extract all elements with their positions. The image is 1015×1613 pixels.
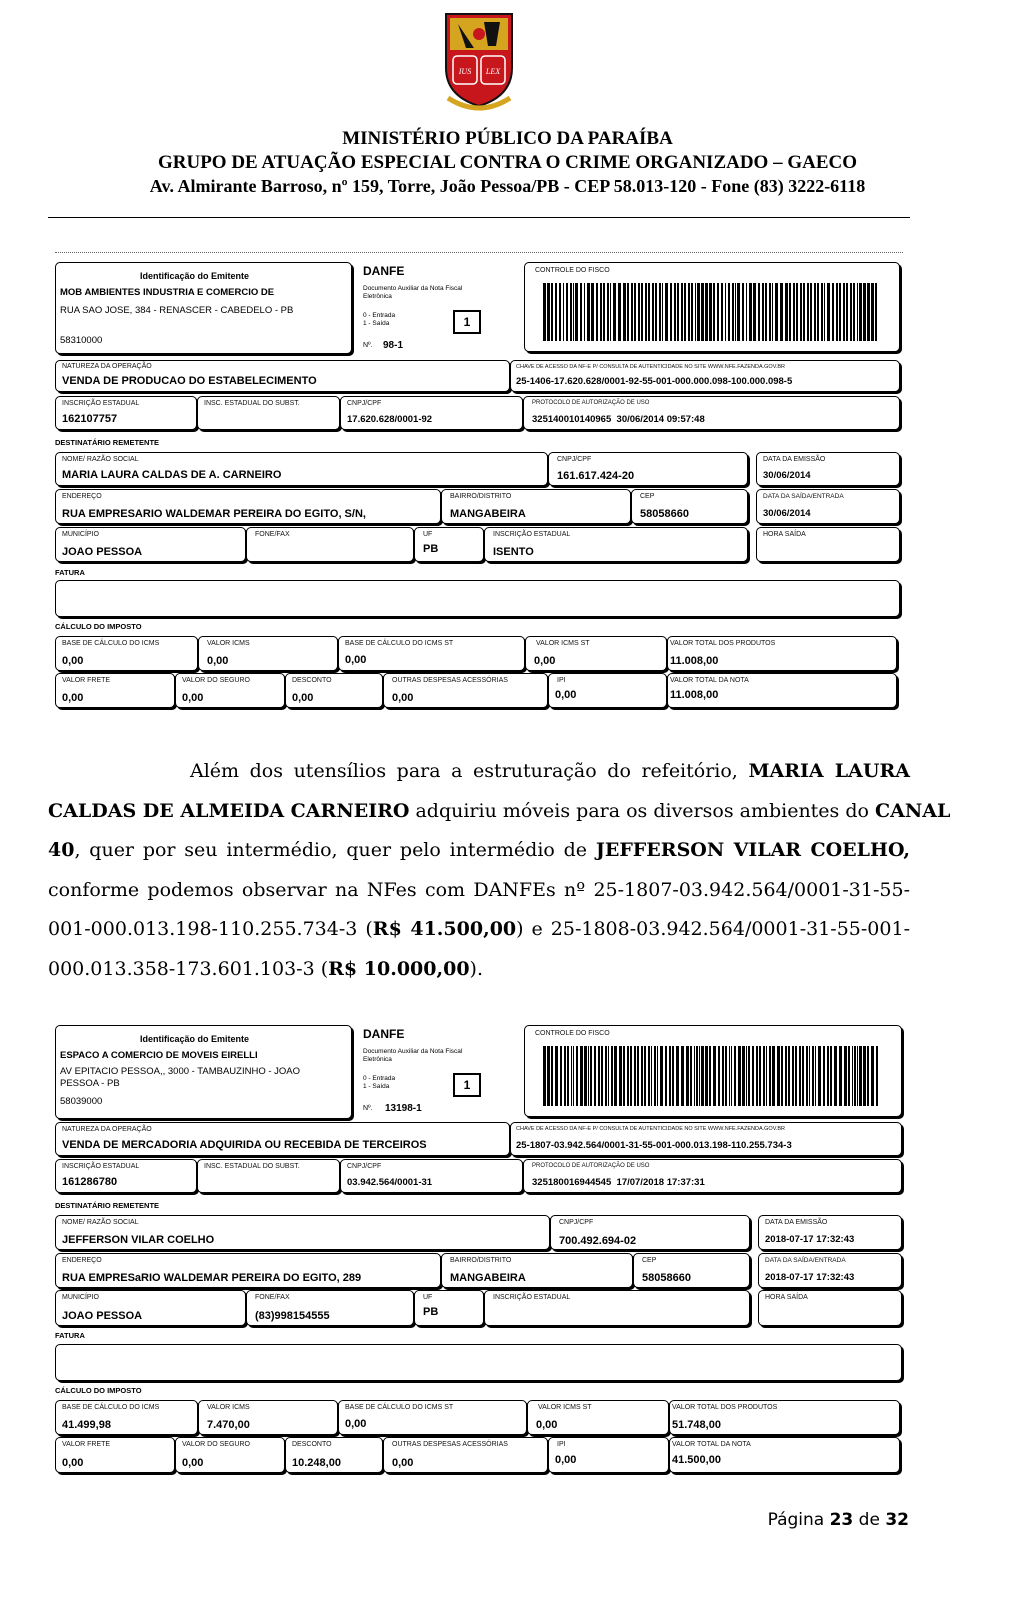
base-icms-value: 41.499,98 [62, 1419, 111, 1431]
chave-box [510, 1122, 902, 1156]
destinatario-label: DESTINATÁRIO REMETENTE [55, 438, 160, 447]
insc-est-value: 161286780 [62, 1176, 118, 1188]
tipo-box: 1 [453, 1073, 481, 1097]
bairro-value: MANGABEIRA [450, 508, 526, 520]
barcode-bar [854, 1046, 856, 1106]
protocolo-label: PROTOCOLO DE AUTORIZAÇÃO DE USO [532, 400, 650, 406]
barcode-bar [731, 1046, 732, 1106]
barcode-bar [614, 1046, 617, 1106]
frete-label: VALOR FRETE [62, 677, 111, 684]
hora-saida-box [758, 1290, 902, 1326]
outras-value: 0,00 [392, 1457, 414, 1469]
barcode-bar [686, 1046, 689, 1106]
danfe-subtitle-1: Documento Auxiliar da Nota Fiscal [363, 1048, 463, 1055]
insc-est-dest-value: ISENTO [493, 546, 534, 558]
barcode-bar [830, 1046, 832, 1106]
barcode-bar [839, 1046, 842, 1106]
valor-icms-st-label: VALOR ICMS ST [536, 640, 590, 647]
fone-value: (83)998154555 [255, 1310, 330, 1322]
barcode-bar [641, 1046, 643, 1106]
cep-box [633, 1253, 750, 1288]
entrada-label: 0 - Entrada [363, 312, 396, 319]
desconto-value: 10.248,00 [292, 1457, 341, 1469]
frete-value: 0,00 [62, 1457, 84, 1469]
protocolo-value: 325140010140965 30/06/2014 09:57:48 [532, 414, 705, 425]
insc-subst-box [197, 1159, 340, 1193]
total-produtos-label: VALOR TOTAL DOS PRODUTOS [670, 640, 776, 647]
barcode-bar [660, 1046, 663, 1106]
endereco-value: RUA EMPRESARIO WALDEMAR PEREIRA DO EGITO, S/N, [62, 508, 366, 520]
endereco-label: ENDEREÇO [62, 1257, 102, 1264]
fone-label: FONE/FAX [255, 1294, 290, 1301]
dest-cnpj-box [550, 1215, 750, 1250]
barcode-bar [551, 1046, 553, 1106]
barcode-bar [573, 1046, 574, 1106]
cnpj-label: CNPJ/CPF [347, 1163, 382, 1170]
barcode-bar [742, 1046, 745, 1106]
municipio-label: MUNICÍPIO [62, 1294, 99, 1301]
insc-est-dest-box [484, 1290, 750, 1326]
seguro-value: 0,00 [182, 1457, 204, 1469]
insc-est-label: INSCRIÇÃO ESTADUAL [62, 400, 140, 407]
endereco-value: RUA EMPRESaRIO WALDEMAR PEREIRA DO EGITO, 289 [62, 1272, 362, 1284]
barcode-bar [713, 1046, 716, 1106]
desconto-value: 0,00 [292, 692, 314, 704]
valor-icms-label: VALOR ICMS [207, 1404, 250, 1411]
data-emissao-label: DATA DA EMISSÃO [763, 456, 826, 463]
barcode-bar [812, 1046, 814, 1106]
valor-icms-st-box [527, 1400, 669, 1435]
barcode-bar [669, 1046, 671, 1106]
chave-value: 25-1406-17.620.628/0001-92-55-001-000.000.098-100.000.098-5 [516, 376, 793, 387]
base-icms-value: 0,00 [62, 655, 84, 667]
chave-label: CHAVE DE ACESSO DA NF-E P/ CONSULTA DE AUTENTICIDADE NO SITE WWW.NFE.FAZENDA.GOV.BR [516, 1126, 786, 1132]
total-produtos-value: 11.008,00 [670, 655, 719, 667]
endereco-box [55, 1253, 441, 1288]
uf-label: UF [423, 531, 433, 538]
barcode-bar [827, 1046, 829, 1106]
uf-label: UF [423, 1294, 433, 1301]
controle-fisco-box [524, 1025, 902, 1117]
valor-icms-value: 7.470,00 [207, 1419, 250, 1431]
saida-label: 1 - Saída [363, 1083, 390, 1090]
desconto-label: DESCONTO [292, 1441, 332, 1448]
seal-text-lex: LEX [485, 67, 501, 76]
endereco-label: ENDEREÇO [62, 493, 102, 500]
total-produtos-value: 51.748,00 [672, 1419, 721, 1431]
emitente-cep: 58039000 [60, 1096, 103, 1107]
frete-box [55, 1437, 175, 1473]
danfe-subtitle-2: Eletrônica [363, 1056, 392, 1063]
base-icms-box [55, 1400, 198, 1435]
numero-label: Nº. [363, 1105, 373, 1112]
emitente-cep: 58310000 [60, 335, 103, 346]
emitente-name: ESPACO A COMERCIO DE MOVEIS EIRELLI [60, 1050, 258, 1061]
insc-est-dest-label: INSCRIÇÃO ESTADUAL [493, 1294, 571, 1301]
valor-icms-box [198, 1400, 338, 1435]
total-nota-label: VALOR TOTAL DA NOTA [672, 1441, 751, 1448]
barcode-bar [792, 1046, 794, 1106]
insc-est-box [55, 1159, 197, 1193]
barcode-bar [785, 1046, 787, 1106]
barcode-bar [788, 1046, 790, 1106]
barcode-bar [594, 1046, 596, 1106]
cnpj-value: 17.620.628/0001-92 [347, 414, 433, 425]
data-saida-value: 30/06/2014 [763, 508, 811, 519]
barcode-bar [567, 1046, 569, 1106]
header-line-1: MINISTÉRIO PÚBLICO DA PARAÍBA [342, 128, 673, 149]
data-emissao-label: DATA DA EMISSÃO [765, 1219, 828, 1226]
barcode-bar [834, 1046, 837, 1106]
cep-value: 58058660 [642, 1272, 691, 1284]
outras-value: 0,00 [392, 692, 414, 704]
paragraph-line-5: 001-000.013.198-110.255.734-3 (R$ 41.500,00) e 25-1808-03.942.564/0001-31-55-001- [48, 918, 910, 940]
base-icms-st-label: BASE DE CÁLCULO DO ICMS ST [345, 640, 454, 647]
uf-box [414, 1290, 484, 1326]
barcode-bar [657, 1046, 658, 1106]
barcode-bar [848, 1046, 850, 1106]
barcode-bar [601, 1046, 603, 1106]
barcode-bar [676, 1046, 679, 1106]
valor-icms-label: VALOR ICMS [207, 640, 250, 647]
fone-label: FONE/FAX [255, 531, 290, 538]
barcode-bar [722, 1046, 724, 1106]
barcode-bar [654, 1046, 656, 1106]
barcode-bar [644, 1046, 646, 1106]
seguro-box [175, 1437, 285, 1473]
valor-icms-st-value: 0,00 [536, 1419, 558, 1431]
barcode-bar [699, 1046, 700, 1106]
valor-icms-st-value: 0,00 [534, 655, 556, 667]
uf-value: PB [423, 543, 439, 555]
fone-box [246, 1290, 414, 1326]
data-saida-box [758, 1253, 902, 1288]
desconto-box [285, 1437, 383, 1473]
barcode-bar [852, 1046, 853, 1106]
outras-label: OUTRAS DESPESAS ACESSÓRIAS [392, 1441, 508, 1448]
fatura-label: FATURA [55, 1331, 85, 1340]
controle-fisco-label: CONTROLE DO FISCO [535, 267, 610, 274]
header-line-3: Av. Almirante Barroso, nº 159, Torre, João Pessoa/PB - CEP 58.013-120 - Fone (83) 3222-6118 [149, 176, 866, 196]
base-icms-st-value: 0,00 [345, 1418, 367, 1430]
barcode-bar [818, 1046, 821, 1106]
seguro-value: 0,00 [182, 692, 204, 704]
barcode-bar [799, 1046, 801, 1106]
barcode [543, 1046, 881, 1106]
barcode-bar [769, 1046, 771, 1106]
numero-value: 13198-1 [385, 1103, 422, 1114]
danfe-title: DANFE [363, 264, 405, 278]
barcode-bar [598, 1046, 600, 1106]
ipi-value: 0,00 [555, 689, 577, 701]
data-saida-label: DATA DA SAÍDA/ENTRADA [765, 1257, 846, 1264]
barcode-bar [781, 1046, 783, 1106]
insc-est-dest-label: INSCRIÇÃO ESTADUAL [493, 531, 571, 538]
paragraph-line-1: Além dos utensílios para a estruturação do refeitório, MARIA LAURA [190, 760, 910, 782]
danfe-subtitle-1: Documento Auxiliar da Nota Fiscal [363, 285, 463, 292]
barcode-bar [588, 1046, 589, 1106]
barcode-bar [857, 1046, 858, 1106]
barcode-bar [696, 1046, 698, 1106]
hora-saida-label: HORA SAÍDA [765, 1294, 808, 1301]
desconto-label: DESCONTO [292, 677, 332, 684]
barcode-bar [777, 1046, 780, 1106]
base-icms-st-value: 0,00 [345, 654, 367, 666]
valor-icms-st-label: VALOR ICMS ST [538, 1404, 592, 1411]
barcode-bar [690, 1046, 692, 1106]
barcode-bar [823, 1046, 825, 1106]
chave-label: CHAVE DE ACESSO DA NF-E P/ CONSULTA DE AUTENTICIDADE NO SITE WWW.NFE.FAZENDA.GOV.BR [516, 364, 786, 370]
danfe-subtitle-2: Eletrônica [363, 293, 392, 300]
barcode-bar [759, 1046, 761, 1106]
barcode-bar [748, 1046, 750, 1106]
fatura-label: FATURA [55, 568, 85, 577]
barcode-bar [648, 1046, 650, 1106]
municipio-label: MUNICÍPIO [62, 531, 99, 538]
dest-nome-box [55, 1215, 550, 1250]
danfe-title-block [363, 1027, 513, 1119]
barcode-bar [580, 1046, 583, 1106]
barcode-bar [701, 1046, 704, 1106]
barcode-bar [619, 1046, 622, 1106]
outras-label: OUTRAS DESPESAS ACESSÓRIAS [392, 677, 508, 684]
data-saida-label: DATA DA SAÍDA/ENTRADA [763, 493, 844, 500]
calculo-label: CÁLCULO DO IMPOSTO [55, 1386, 142, 1395]
paragraph-line-4: conforme podemos observar na NFes com DANFEs nº 25-1807-03.942.564/0001-31-55- [48, 878, 910, 901]
barcode-bar [547, 1046, 550, 1106]
barcode-bar [763, 1046, 765, 1106]
seal-text-ius: IUS [458, 67, 472, 76]
barcode-bar [584, 1046, 587, 1106]
valor-icms-value: 0,00 [207, 655, 229, 667]
barcode-bar [863, 1046, 866, 1106]
barcode-bar [738, 1046, 741, 1106]
barcode-bar [665, 1046, 667, 1106]
barcode-bar [871, 1046, 874, 1106]
barcode-bar [725, 1046, 727, 1106]
barcode-bar [809, 1046, 810, 1106]
barcode-bar [867, 1046, 869, 1106]
barcode-bar [718, 1046, 720, 1106]
barcode-bar [752, 1046, 754, 1106]
bairro-box [441, 1253, 633, 1288]
dest-nome-value: JEFFERSON VILAR COELHO [62, 1234, 215, 1246]
natureza-box [55, 1122, 510, 1156]
barcode-bar [806, 1046, 808, 1106]
total-produtos-box [669, 1400, 900, 1435]
natureza-value: VENDA DE PRODUCAO DO ESTABELECIMENTO [62, 375, 317, 387]
chave-value: 25-1807-03.942.564/0001-31-55-001-000.013.198-110.255.734-3 [516, 1140, 792, 1151]
barcode-bar [734, 1046, 736, 1106]
municipio-box [55, 1290, 246, 1326]
emitente-title: Identificação do Emitente [140, 1034, 250, 1044]
cep-label: CEP [642, 1257, 657, 1264]
dest-nome-label: NOME/ RAZÃO SOCIAL [62, 1219, 139, 1226]
emitente-address-1: AV EPITACIO PESSOA,, 3000 - TAMBAUZINHO - JOAO [60, 1066, 301, 1077]
barcode-bar [576, 1046, 578, 1106]
insc-est-label: INSCRIÇÃO ESTADUAL [62, 1163, 140, 1170]
bairro-value: MANGABEIRA [450, 1272, 526, 1284]
barcode-bar [802, 1046, 804, 1106]
total-nota-value: 41.500,00 [672, 1454, 721, 1466]
dest-nome-value: MARIA LAURA CALDAS DE A. CARNEIRO [62, 469, 282, 481]
controle-fisco-label: CONTROLE DO FISCO [535, 1030, 610, 1037]
outras-box [383, 1437, 548, 1473]
protocolo-box [523, 1159, 902, 1193]
data-saida-value: 2018-07-17 17:32:43 [765, 1272, 855, 1283]
base-icms-label: BASE DE CÁLCULO DO ICMS [62, 640, 160, 647]
hora-saida-label: HORA SAÍDA [763, 531, 806, 538]
ipi-label: IPI [557, 677, 566, 684]
cnpj-label: CNPJ/CPF [347, 400, 382, 407]
barcode-bar [630, 1046, 632, 1106]
paragraph-line-3: 40, quer por seu intermédio, quer pelo intermédio de JEFFERSON VILAR COELHO, [48, 839, 910, 861]
barcode-bar [571, 1046, 572, 1106]
ipi-value: 0,00 [555, 1454, 577, 1466]
insc-subst-label: INSC. ESTADUAL DO SUBST. [204, 400, 300, 407]
calculo-label: CÁLCULO DO IMPOSTO [55, 622, 142, 631]
barcode-bar [605, 1046, 607, 1106]
emitente-name: MOB AMBIENTES INDUSTRIA E COMERCIO DE [60, 287, 275, 298]
barcode-bar [637, 1046, 639, 1106]
barcode-bar [672, 1046, 674, 1106]
paragraph-line-6: 000.013.358-173.601.103-3 (R$ 10.000,00). [48, 957, 483, 980]
header-line-2: GRUPO DE ATUAÇÃO ESPECIAL CONTRA O CRIME ORGANIZADO – GAECO [157, 152, 858, 173]
numero-value: 98-1 [383, 340, 404, 351]
barcode-bar [729, 1046, 730, 1106]
numero-label: Nº. [363, 342, 373, 349]
destinatario-label: DESTINATÁRIO REMETENTE [55, 1201, 160, 1210]
frete-label: VALOR FRETE [62, 1441, 111, 1448]
barcode-bar [694, 1046, 695, 1106]
page-number: Página 23 de 32 [767, 1510, 909, 1530]
barcode-bar [555, 1046, 558, 1106]
bairro-label: BAIRRO/DISTRITO [450, 1257, 512, 1264]
barcode-bar [772, 1046, 775, 1106]
ipi-label: IPI [557, 1441, 566, 1448]
total-nota-value: 11.008,00 [670, 689, 719, 701]
protocolo-label: PROTOCOLO DE AUTORIZAÇÃO DE USO [532, 1163, 650, 1169]
municipio-value: JOAO PESSOA [62, 546, 143, 558]
seguro-label: VALOR DO SEGURO [182, 1441, 250, 1448]
total-produtos-label: VALOR TOTAL DOS PRODUTOS [672, 1404, 778, 1411]
ipi-box [548, 1437, 669, 1473]
barcode-bar [543, 1046, 546, 1106]
barcode-bar [681, 1046, 684, 1106]
total-nota-box [669, 1437, 900, 1473]
barcode-bar [590, 1046, 592, 1106]
insc-est-value: 162107757 [62, 413, 118, 425]
base-icms-st-label: BASE DE CÁLCULO DO ICMS ST [345, 1404, 454, 1411]
dest-cnpj-label: CNPJ/CPF [557, 456, 592, 463]
entrada-label: 0 - Entrada [363, 1075, 396, 1082]
uf-value: PB [423, 1306, 439, 1318]
barcode-bar [766, 1046, 767, 1106]
total-nota-label: VALOR TOTAL DA NOTA [670, 677, 749, 684]
seguro-label: VALOR DO SEGURO [182, 677, 250, 684]
frete-value: 0,00 [62, 692, 84, 704]
barcode-bar [611, 1046, 613, 1106]
barcode-bar [746, 1046, 747, 1106]
emitente-box [55, 1025, 352, 1119]
emitente-address: RUA SAO JOSE, 384 - RENASCER - CABEDELO - PB [60, 305, 294, 316]
cep-value: 58058660 [640, 508, 689, 520]
barcode-bar [634, 1046, 636, 1106]
emitente-address-2: PESSOA - PB [60, 1078, 120, 1089]
insc-subst-label: INSC. ESTADUAL DO SUBST. [204, 1163, 300, 1170]
cep-label: CEP [640, 493, 655, 500]
barcode-bar [564, 1046, 566, 1106]
danfe-title: DANFE [363, 1027, 405, 1041]
barcode-bar [623, 1046, 625, 1106]
data-emissao-value: 2018-07-17 17:32:43 [765, 1234, 855, 1245]
natureza-label: NATUREZA DA OPERAÇÃO [62, 1126, 152, 1133]
barcode-bar [560, 1046, 562, 1106]
base-icms-label: BASE DE CÁLCULO DO ICMS [62, 1404, 160, 1411]
paragraph-line-2: CALDAS DE ALMEIDA CARNEIRO adquiriu móveis para os diversos ambientes do CANAL [48, 799, 951, 822]
fatura-box [55, 1344, 902, 1381]
data-emissao-box [758, 1215, 902, 1250]
emitente-title: Identificação do Emitente [140, 271, 250, 281]
barcode-bar [859, 1046, 862, 1106]
bairro-label: BAIRRO/DISTRITO [450, 493, 512, 500]
dest-cnpj-value: 700.492.694-02 [559, 1235, 637, 1247]
cnpj-value: 03.942.564/0001-31 [347, 1177, 433, 1188]
barcode-bar [709, 1046, 711, 1106]
barcode-bar [705, 1046, 708, 1106]
base-icms-st-box [338, 1400, 527, 1435]
municipio-value: JOAO PESSOA [62, 1310, 143, 1322]
barcode-bar [627, 1046, 629, 1106]
data-emissao-value: 30/06/2014 [763, 470, 811, 481]
natureza-label: NATUREZA DA OPERAÇÃO [62, 363, 152, 370]
barcode-bar [876, 1046, 878, 1106]
tipo-box: 1 [453, 310, 481, 334]
barcode-bar [795, 1046, 797, 1106]
natureza-value: VENDA DE MERCADORIA ADQUIRIDA OU RECEBIDA DE TERCEIROS [62, 1139, 427, 1151]
cnpj-box [340, 1159, 523, 1193]
saida-label: 1 - Saída [363, 320, 390, 327]
barcode-bar [756, 1046, 758, 1106]
barcode-bar [651, 1046, 652, 1106]
barcode-bar [815, 1046, 816, 1106]
protocolo-value: 325180016944545 17/07/2018 17:37:31 [532, 1177, 705, 1188]
dest-cnpj-value: 161.617.424-20 [557, 470, 635, 482]
barcode-bar [844, 1046, 847, 1106]
dest-nome-label: NOME/ RAZÃO SOCIAL [62, 456, 139, 463]
barcode-bar [608, 1046, 609, 1106]
dest-cnpj-label: CNPJ/CPF [559, 1219, 594, 1226]
